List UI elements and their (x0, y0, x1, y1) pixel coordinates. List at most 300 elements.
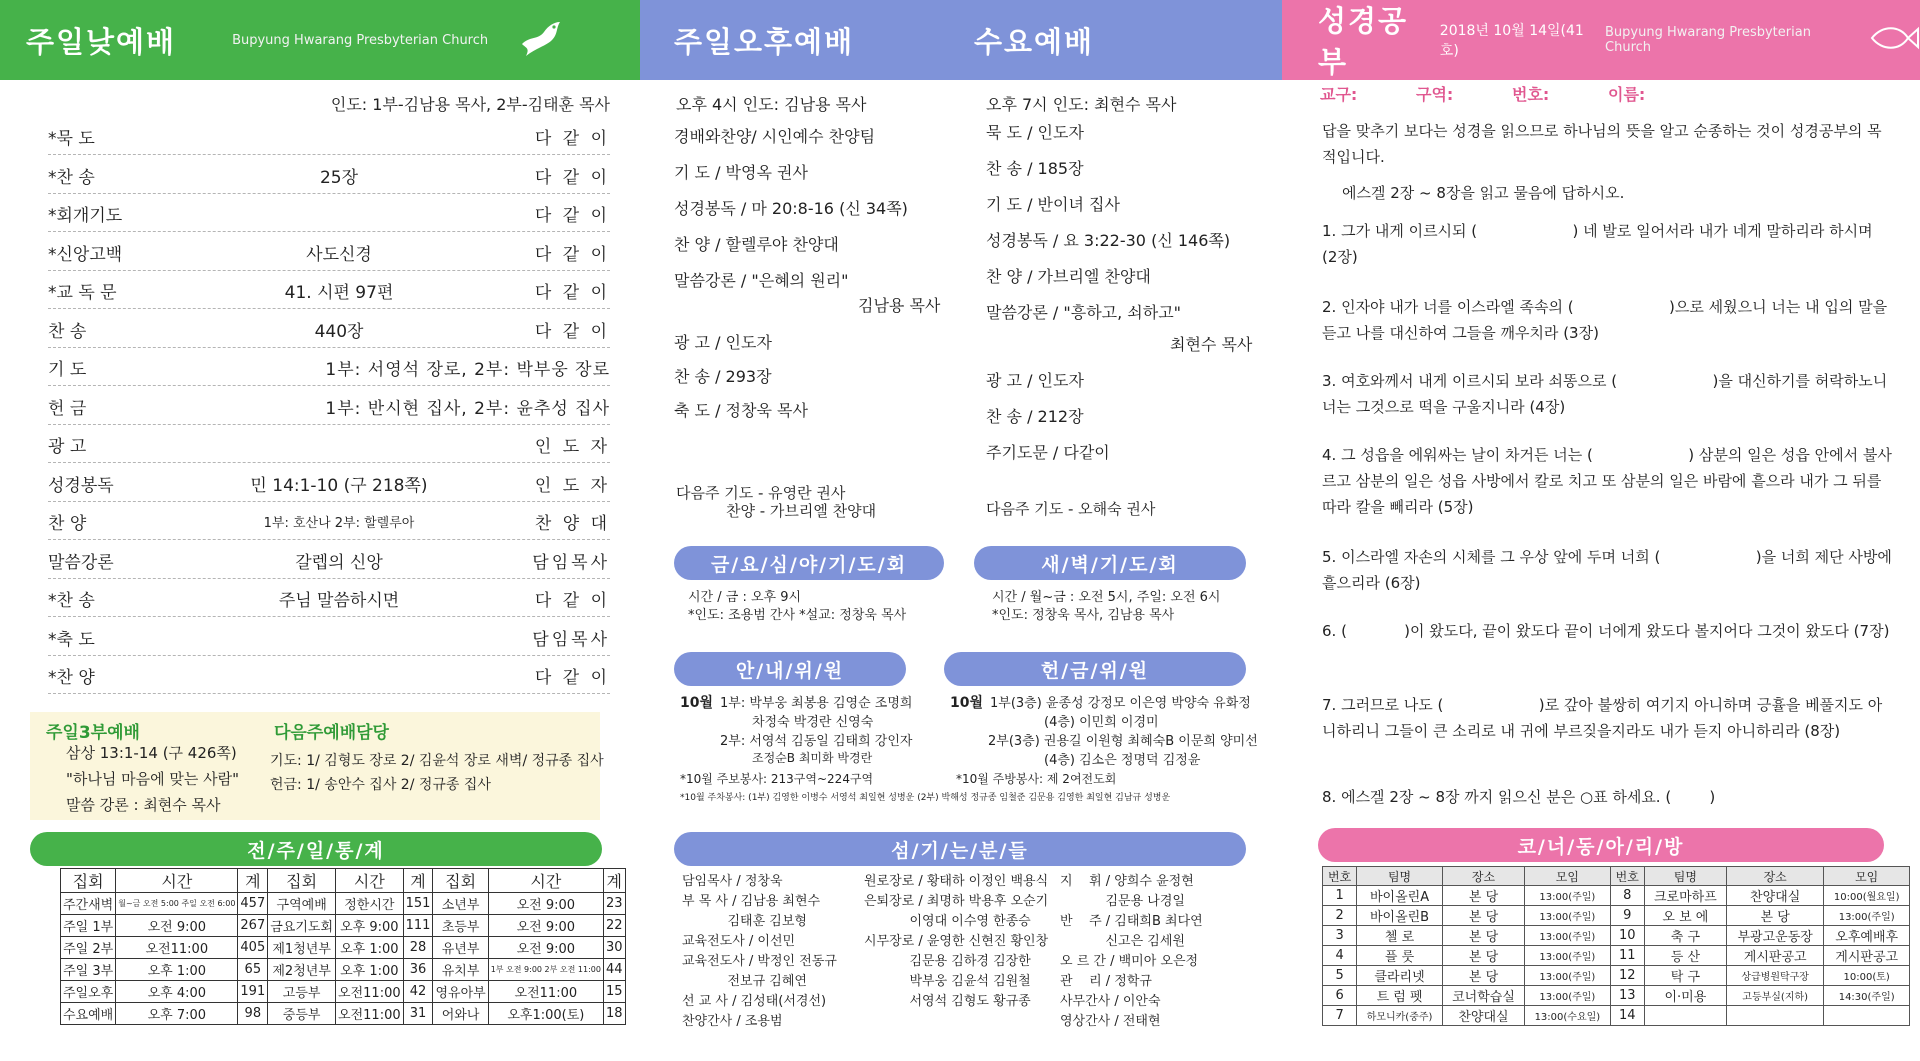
stats-header: 시간 (116, 869, 238, 893)
wednesday-service-title: 수요예배 (974, 24, 1095, 59)
clubs-cell: 이·미용 (1644, 986, 1726, 1006)
order-right: 다 같 이 (534, 244, 610, 265)
next-week-title: 다음주예배담당 (274, 723, 389, 743)
stats-cell: 오전11:00 (336, 1003, 404, 1025)
stats-cell: 36 (403, 959, 433, 981)
clubs-cell: 등 산 (1644, 946, 1726, 966)
clubs-cell: 13:00(주일) (1525, 986, 1611, 1006)
ushers-line-2: 차정숙 박경란 신영숙 (752, 715, 874, 730)
servant-entry: 이영대 이수영 한종승 (864, 914, 1031, 929)
study-question: 5. 이스라엘 자손의 시체를 그 우상 앞에 두며 너희 ( )을 너희 제단 사방에 흩으리라 (6장) (1322, 548, 1897, 592)
friday-prayer-leader: *인도: 조용범 간사 *설교: 정창욱 목사 (688, 608, 907, 623)
stats-header: 계 (603, 869, 625, 893)
stats-header: 집회 (433, 869, 488, 893)
servant-entry: 시무장로 / 윤영한 신현진 황인창 (864, 934, 1049, 949)
table-row (61, 937, 626, 959)
dawn-prayer-title: 새/벽/기/도/회 (974, 546, 1246, 580)
clubs-cell: 6 (1323, 986, 1357, 1006)
servant-entry: 전보규 김혜연 (682, 974, 807, 989)
servant-entry: 지 휘 / 양희수 윤정현 (1060, 874, 1194, 889)
stats-cell: 15 (603, 981, 625, 1003)
stats-cell: 31 (403, 1003, 433, 1025)
afternoon-service-title: 주일오후예배 (674, 24, 855, 59)
friday-prayer-title: 금/요/심/야/기/도/회 (674, 546, 944, 580)
stats-cell: 제1청년부 (268, 937, 336, 959)
servant-entry: 부 목 사 / 김남용 최현수 (682, 894, 821, 909)
stats-cell: 주일 3부 (61, 959, 116, 981)
servant-entry: 반 주 / 김태희B 최다연 (1060, 914, 1203, 929)
study-question: 2. 인자야 내가 너를 이스라엘 족속의 ( )으로 세웠으니 너는 내 입의 말을 듣고 나를 대신하여 그들을 깨우치라 (3장) (1322, 298, 1892, 342)
clubs-header: 번호 (1323, 867, 1357, 886)
order-right: 다 같 이 (534, 591, 610, 611)
third-service-title: 주일3부예배 (46, 723, 140, 743)
wednesday-time: 오후 7시 인도: 최현수 목사 (986, 95, 1177, 114)
servant-entry: 신고은 김세원 (1060, 934, 1185, 949)
clubs-header: 장소 (1726, 867, 1823, 886)
fish-logo-icon (1868, 23, 1920, 57)
stats-cell: 오후 9:00 (336, 915, 404, 937)
stats-cell: 22 (603, 915, 625, 937)
church-name-2: Bupyung Hwarang Presbyterian Church (1605, 25, 1811, 55)
third-service-sermon: "하나님 마음에 맞는 사람" (66, 770, 240, 788)
wednesday-item: 기 도 / 반이녀 집사 (986, 195, 1120, 214)
clubs-cell: 1 (1323, 886, 1357, 906)
clubs-cell: 14 (1610, 1006, 1644, 1026)
table-row (1323, 906, 1910, 926)
clubs-cell: 10 (1610, 926, 1644, 946)
student-field-label: 구역: (1416, 85, 1454, 104)
stats-cell: 오전 9:00 (488, 893, 603, 915)
table-row (1323, 1006, 1910, 1026)
clubs-cell: 13:00(주일) (1525, 906, 1611, 926)
wednesday-item: 찬 송 / 212장 (986, 407, 1084, 426)
clubs-header: 팀명 (1644, 867, 1726, 886)
stats-cell: 오전 9:00 (488, 915, 603, 937)
third-service-box (30, 712, 604, 820)
stats-header: 계 (238, 869, 268, 893)
study-question: 7. 그러므로 나도 ( )로 갚아 불쌍히 여기지 아니하며 긍휼을 베풀지도 아니하리니 그들이 큰 소리로 내 귀에 부르짖을지라도 내가 듣지 아니하리라 (8장) (1322, 696, 1883, 740)
clubs-cell: 본 당 (1442, 886, 1524, 906)
stats-cell: 고등부 (268, 981, 336, 1003)
afternoon-item: 찬 양 / 할렐루야 찬양대 (674, 235, 839, 254)
afternoon-item: 말씀강론 / "은혜의 원리" (674, 271, 849, 290)
clubs-cell: 플 룻 (1357, 946, 1443, 966)
stats-cell: 오전 9:00 (488, 937, 603, 959)
afternoon-item: 기 도 / 박영옥 권사 (674, 163, 808, 182)
clubs-cell: 11 (1610, 946, 1644, 966)
student-field-label: 교구: (1320, 85, 1358, 104)
stats-cell: 23 (603, 893, 625, 915)
student-field-label: 번호: (1512, 85, 1550, 104)
table-row (61, 981, 626, 1003)
servant-entry: 사무간사 / 이안숙 (1060, 994, 1161, 1009)
order-row (48, 235, 610, 271)
afternoon-item: 찬 송 / 293장 (674, 367, 772, 386)
order-label: *교 독 문 (48, 283, 117, 303)
afternoon-preacher: 김남용 목사 (858, 296, 941, 315)
clubs-cell: 본 당 (1442, 906, 1524, 926)
bible-study-header (1282, 0, 1920, 80)
clubs-cell: 하모니카(중주) (1357, 1006, 1443, 1026)
stats-cell: 오후 7:00 (116, 1003, 238, 1025)
order-center: 1부: 호산나 2부: 할렐루아 (263, 516, 415, 531)
order-right: 다 같 이 (534, 167, 610, 188)
wednesday-next-prayer: 다음주 기도 - 오해숙 권사 (986, 500, 1156, 518)
clubs-cell: 코너학습실 (1442, 986, 1524, 1006)
clubs-cell: 13:00(주일) (1525, 946, 1611, 966)
servant-entry: 선 교 사 / 김성태(서경선) (682, 994, 827, 1009)
order-right: 다 같 이 (534, 283, 610, 303)
ushers-month: 10월 (680, 695, 714, 711)
clubs-cell: 오후예배후 (1824, 926, 1910, 946)
stats-cell: 어와나 (433, 1003, 488, 1025)
order-right: 담임목사 (532, 629, 610, 650)
order-label: *축 도 (48, 629, 95, 650)
table-row (1323, 986, 1910, 1006)
wednesday-item: 주기도문 / 다같이 (986, 443, 1110, 462)
order-row (48, 350, 610, 386)
offering-line-3: 2부(3층) 권용길 이원형 최혜숙B 이문희 양미선 (988, 734, 1258, 749)
stats-cell: 유치부 (433, 959, 488, 981)
order-label: 성경봉독 (48, 475, 114, 496)
servant-entry: 원로장로 / 황태하 이정인 백용식 (864, 874, 1049, 889)
clubs-cell: 상급병원탁구장 (1726, 966, 1823, 986)
order-label: 찬 송 (48, 321, 87, 342)
stats-header: 시간 (336, 869, 404, 893)
clubs-title: 코/너/동/아/리/방 (1318, 828, 1884, 862)
servants-title: 섬/기/는/분/들 (674, 832, 1246, 866)
clubs-cell: 13 (1610, 986, 1644, 1006)
stats-cell: 주일 2부 (61, 937, 116, 959)
order-row (48, 273, 610, 309)
wednesday-item: 말씀강론 / "흥하고, 쇠하고" (986, 303, 1182, 322)
student-field-label: 이름: (1608, 85, 1646, 104)
afternoon-item: 광 고 / 인도자 (674, 333, 772, 352)
clubs-header: 모임 (1824, 867, 1910, 886)
servant-entry: 관 리 / 정학규 (1060, 974, 1152, 989)
order-label: *찬 송 (48, 591, 95, 611)
clubs-cell: 본 당 (1726, 906, 1823, 926)
clubs-cell: 클라리넷 (1357, 966, 1443, 986)
stats-cell: 오후1:00(토) (488, 1003, 603, 1025)
stats-header: 시간 (488, 869, 603, 893)
kitchen-volunteers: *10월 주방봉사: 제 2여전도회 (956, 772, 1117, 786)
order-row (48, 504, 610, 540)
clubs-cell (1726, 1006, 1823, 1026)
clubs-cell: 7 (1323, 1006, 1357, 1026)
order-row (48, 466, 610, 502)
order-row (48, 543, 610, 579)
afternoon-item: 성경봉독 / 마 20:8-16 (신 34쪽) (674, 199, 908, 218)
ushers-line-1: 1부: 박부웅 최봉용 김영순 조명희 (720, 696, 913, 711)
bulletin-date: 2018년 10월 14일(41호) (1439, 23, 1584, 59)
order-center: 440장 (314, 321, 364, 342)
stats-header: 집회 (61, 869, 116, 893)
order-right: 담임목사 (532, 552, 610, 573)
clubs-cell: 바이올린B (1357, 906, 1443, 926)
servant-entry: 김태훈 김보형 (682, 914, 807, 929)
stats-cell: 65 (238, 959, 268, 981)
order-label: *찬 송 (48, 167, 95, 188)
order-row (48, 389, 610, 425)
clubs-cell: 트 럼 펫 (1357, 986, 1443, 1006)
afternoon-next-choir: 찬양 - 가브리엘 찬양대 (726, 502, 877, 520)
order-center: 사도신경 (306, 244, 372, 265)
servant-entry: 영상간사 / 전태현 (1060, 1014, 1161, 1029)
clubs-header: 장소 (1442, 867, 1524, 886)
table-row (61, 959, 626, 981)
bible-study-column (1282, 0, 1920, 1061)
stats-cell: 오후 4:00 (116, 981, 238, 1003)
servant-entry: 은퇴장로 / 최명하 박용후 오순기 (864, 894, 1049, 909)
sunday-service-header (0, 0, 640, 80)
stats-cell: 98 (238, 1003, 268, 1025)
order-row (48, 581, 610, 617)
order-label: *신앙고백 (48, 244, 123, 265)
table-row (61, 1003, 626, 1025)
stats-cell: 오후 1:00 (336, 937, 404, 959)
servant-entry: 서영석 김형도 황규종 (864, 994, 1031, 1009)
third-service-scripture: 삼상 13:1-14 (구 426쪽) (66, 744, 237, 762)
clubs-cell: 5 (1323, 966, 1357, 986)
bible-study-title: 성경공부 (1318, 4, 1409, 79)
order-detail: 1부: 반시현 집사, 2부: 윤추성 집사 (325, 398, 610, 419)
stats-cell: 초등부 (433, 915, 488, 937)
afternoon-time: 오후 4시 인도: 김남용 목사 (676, 95, 867, 114)
weekly-stats-table (60, 868, 626, 1025)
church-name: Bupyung Hwarang Presbyterian Church (232, 32, 489, 48)
clubs-cell: 찬양대실 (1726, 886, 1823, 906)
clubs-cell: 고등부실(지하) (1726, 986, 1823, 1006)
servant-entry: 오 르 간 / 백미아 오은정 (1060, 954, 1199, 969)
order-right: 찬 양 대 (534, 514, 610, 534)
clubs-cell (1644, 1006, 1726, 1026)
stats-cell: 정한시간 (336, 893, 404, 915)
stats-cell: 30 (603, 937, 625, 959)
order-right: 다 같 이 (534, 129, 610, 149)
study-question: 4. 그 성읍을 에워싸는 날이 차거든 너는 ( ) 삼분의 일은 성읍 안에서 불사르고 삼분의 일은 성읍 사방에서 칼로 치고 또 삼분의 일은 바람에 흩으라 내가 그 뒤를 따라 칼을 빼리라 (5장) (1322, 446, 1892, 516)
stats-cell: 111 (403, 915, 433, 937)
clubs-cell: 13:00(수요일) (1525, 1006, 1611, 1026)
stats-cell: 오전11:00 (336, 981, 404, 1003)
clubs-header: 모임 (1525, 867, 1611, 886)
clubs-cell: 탁 구 (1644, 966, 1726, 986)
order-row (48, 119, 610, 155)
dawn-prayer-time: 시간 / 월~금 : 오전 5시, 주일: 오전 6시 (992, 590, 1221, 605)
table-row (1323, 926, 1910, 946)
ushers-line-4: 조정순B 최미화 박경란 (752, 751, 873, 765)
clubs-header: 번호 (1610, 867, 1644, 886)
order-detail: 1부: 서영석 장로, 2부: 박부웅 장로 (325, 360, 610, 380)
study-question: 1. 그가 내게 이르시되 ( ) 네 발로 일어서라 내가 네게 말하리라 하시며 (2장) (1322, 222, 1878, 266)
servant-entry: 교육전도사 / 이선민 (682, 934, 796, 949)
study-instruction: 에스겔 2장 ~ 8장을 읽고 물음에 답하시오. (1342, 184, 1625, 202)
sunday-service-column (0, 0, 640, 1061)
friday-prayer-time: 시간 / 금 : 오후 9시 (688, 590, 802, 605)
order-right: 다 같 이 (534, 668, 610, 688)
clubs-cell: 부광고운동장 (1726, 926, 1823, 946)
stats-cell: 수요예배 (61, 1003, 116, 1025)
stats-cell: 오후 1:00 (336, 959, 404, 981)
clubs-cell: 게시판공고 (1726, 946, 1823, 966)
order-row (48, 427, 610, 463)
order-row (48, 658, 610, 694)
next-week-prayer: 기도: 1/ 김형도 장로 2/ 김윤석 장로 새벽/ 정규종 집사 (270, 753, 604, 769)
study-intro: 답을 맞추기 보다는 성경을 읽으므로 하나님의 뜻을 알고 순종하는 것이 성경공부의 목적입니다. (1322, 122, 1882, 166)
third-service-preacher: 말씀 강론 : 최현수 목사 (66, 796, 221, 814)
stats-cell: 28 (403, 937, 433, 959)
wednesday-item: 찬 송 / 185장 (986, 159, 1084, 178)
study-question: 6. ( )이 왔도다, 끝이 왔도다 끝이 너에게 왔도다 볼지어다 그것이 왔도다 (7장) (1322, 622, 1890, 640)
offering-line-1: 1부(3층) 윤종성 강정모 이은영 박양숙 유화정 (990, 696, 1251, 711)
clubs-cell: 크로마하프 (1644, 886, 1726, 906)
study-question: 8. 에스겔 2장 ~ 8장 까지 읽으신 분은 ○표 하세요. ( ) (1322, 788, 1716, 806)
stats-cell: 제2청년부 (268, 959, 336, 981)
stats-cell: 주일 1부 (61, 915, 116, 937)
stats-cell: 유년부 (433, 937, 488, 959)
clubs-cell: 13:00(주일) (1824, 906, 1910, 926)
clubs-cell: 2 (1323, 906, 1357, 926)
order-center: 주님 말씀하시면 (278, 591, 400, 611)
clubs-cell: 바이올린A (1357, 886, 1443, 906)
table-row (1323, 966, 1910, 986)
wednesday-item: 찬 양 / 가브리엘 찬양대 (986, 267, 1151, 286)
stats-cell: 주일오후 (61, 981, 116, 1003)
offering-committee-title: 헌/금/위/원 (944, 652, 1246, 686)
stats-cell: 주간새벽 (61, 893, 116, 915)
stats-cell: 중등부 (268, 1003, 336, 1025)
wednesday-preacher: 최현수 목사 (1170, 335, 1253, 354)
stats-header: 집회 (268, 869, 336, 893)
stats-cell: 영유아부 (433, 981, 488, 1003)
clubs-cell: 10:00(토) (1824, 966, 1910, 986)
stats-header: 계 (403, 869, 433, 893)
clubs-cell: 본 당 (1442, 946, 1524, 966)
stats-cell: 오후 1:00 (116, 959, 238, 981)
order-label: 헌 금 (48, 398, 87, 419)
order-label: 찬 양 (48, 514, 87, 534)
stats-cell: 267 (238, 915, 268, 937)
clubs-table (1322, 866, 1910, 1026)
table-row (61, 915, 626, 937)
servant-entry: 김문용 김하경 김장한 (864, 954, 1031, 969)
servant-entry: 찬양간사 / 조용범 (682, 1014, 783, 1029)
parking-volunteers: *10월 주차봉사: (1부) 김영한 이병수 서영석 최일현 성병운 (2부) 박해성 정규종 임철준 김문용 김영한 최일현 김남규 성병운 (680, 793, 1171, 803)
wednesday-item: 묵 도 / 인도자 (986, 123, 1084, 142)
order-label: 기 도 (48, 360, 87, 380)
table-row (1323, 946, 1910, 966)
order-row (48, 312, 610, 348)
stats-cell: 44 (603, 959, 625, 981)
clubs-cell: 9 (1610, 906, 1644, 926)
stats-cell: 오전11:00 (488, 981, 603, 1003)
servant-entry: 교육전도사 / 박정인 전동규 (682, 954, 837, 969)
clubs-cell: 축 구 (1644, 926, 1726, 946)
afternoon-item: 경배와찬양/ 시인예수 찬양팀 (674, 127, 876, 146)
stats-cell: 1부 오전 9:00 2부 오전 11:00 (488, 959, 603, 981)
clubs-cell: 14:30(주일) (1824, 986, 1910, 1006)
stats-cell: 18 (603, 1003, 625, 1025)
offering-month: 10월 (950, 695, 984, 711)
clubs-cell: 12 (1610, 966, 1644, 986)
clubs-cell: 본 당 (1442, 966, 1524, 986)
clubs-cell: 13:00(주일) (1525, 926, 1611, 946)
order-row (48, 620, 610, 656)
ushers-title: 안/내/위/원 (674, 652, 906, 686)
wednesday-item: 성경봉독 / 요 3:22-30 (신 146쪽) (986, 231, 1231, 250)
clubs-cell: 게시판공고 (1824, 946, 1910, 966)
clubs-cell: 13:00(주일) (1525, 966, 1611, 986)
afternoon-item: 축 도 / 정창욱 목사 (674, 401, 808, 420)
service-leaders: 인도: 1부-김남용 목사, 2부-김태훈 목사 (330, 95, 610, 114)
sunday-service-title: 주일낮예배 (26, 24, 177, 59)
stats-cell: 금요기도회 (268, 915, 336, 937)
table-row (61, 893, 626, 915)
order-label: 광 고 (48, 437, 87, 457)
afternoon-wednesday-column (640, 0, 1282, 1061)
afternoon-next-prayer: 다음주 기도 - 유영란 권사 (676, 484, 846, 502)
order-right: 인 도 자 (534, 475, 610, 496)
dawn-prayer-leader: *인도: 정창욱 목사, 김남용 목사 (992, 608, 1175, 623)
order-label: *묵 도 (48, 129, 95, 149)
clubs-cell: 13:00(주일) (1525, 886, 1611, 906)
clubs-cell: 본 당 (1442, 926, 1524, 946)
order-row (48, 158, 610, 194)
order-label: *회개기도 (48, 206, 123, 226)
next-week-offering: 헌금: 1/ 송안수 집사 2/ 정규종 집사 (270, 777, 491, 793)
stats-cell: 오전 9:00 (116, 915, 238, 937)
wednesday-item: 광 고 / 인도자 (986, 371, 1084, 390)
stats-cell: 457 (238, 893, 268, 915)
ushers-line-3: 2부: 서영석 김동일 김태희 강인자 (720, 734, 913, 749)
clubs-cell: 찬양대실 (1442, 1006, 1524, 1026)
stats-cell: 오전11:00 (116, 937, 238, 959)
clubs-cell: 오 보 에 (1644, 906, 1726, 926)
order-center: 민 14:1-10 (구 218쪽) (250, 475, 428, 496)
clubs-cell: 10:00(월요일) (1824, 886, 1910, 906)
servant-entry: 박부웅 김윤석 김원철 (864, 974, 1031, 989)
clubs-cell: 8 (1610, 886, 1644, 906)
clubs-cell (1824, 1006, 1910, 1026)
order-center: 41. 시편 97편 (284, 283, 394, 303)
stats-cell: 151 (403, 893, 433, 915)
clubs-header: 팀명 (1357, 867, 1443, 886)
clubs-cell: 3 (1323, 926, 1357, 946)
stats-cell: 월~금 오전 5:00 주일 오전 6:00 (116, 893, 238, 915)
order-center: 갈렙의 신앙 (295, 552, 383, 573)
servant-entry: 김문용 나경일 (1060, 894, 1185, 909)
bulletin-volunteers: *10월 주보봉사: 213구역~224구역 (680, 772, 874, 786)
stats-cell: 42 (403, 981, 433, 1003)
offering-line-4: (4층) 김소은 정명덕 김정윤 (1044, 753, 1201, 768)
clubs-cell: 4 (1323, 946, 1357, 966)
stats-cell: 구역예배 (268, 893, 336, 915)
order-row (48, 196, 610, 232)
order-center: 25장 (319, 167, 359, 188)
order-right: 다 같 이 (534, 206, 610, 226)
clubs-cell: 첼 로 (1357, 926, 1443, 946)
table-row (1323, 886, 1910, 906)
order-right: 다 같 이 (534, 321, 610, 342)
order-label: *찬 양 (48, 668, 95, 688)
order-label: 말씀강론 (48, 552, 114, 573)
stats-cell: 소년부 (433, 893, 488, 915)
offering-line-2: (4층) 이민희 이경미 (1044, 715, 1159, 730)
order-right: 인 도 자 (534, 437, 610, 457)
dove-logo-icon (516, 14, 564, 66)
stats-cell: 405 (238, 937, 268, 959)
servant-entry: 담임목사 / 정창욱 (682, 874, 783, 889)
